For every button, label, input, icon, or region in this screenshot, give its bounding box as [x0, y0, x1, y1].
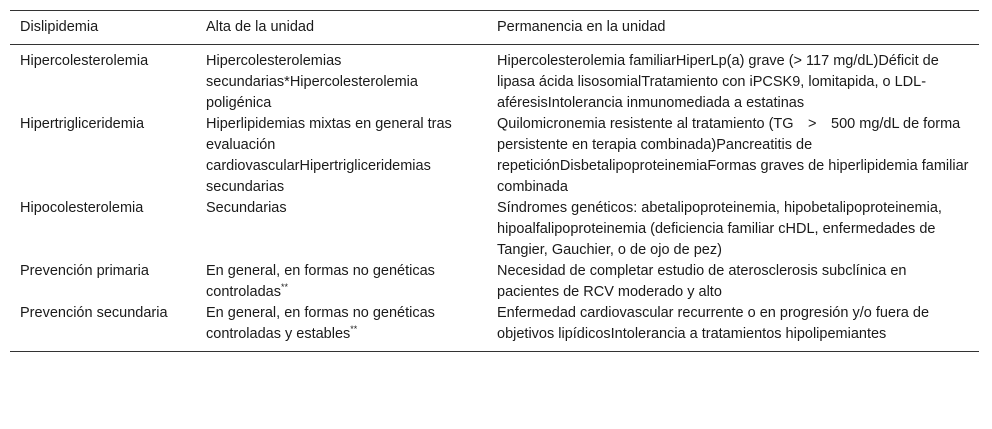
cell-dislipidemia: Prevención primaria: [20, 263, 149, 279]
cell-dislipidemia: Prevención secundaria: [10, 303, 196, 352]
table-row: [10, 303, 979, 352]
cell-alta: [196, 45, 487, 115]
footnote-marker: **: [280, 282, 288, 293]
header-permanencia: Permanencia en la unidad: [487, 11, 979, 45]
cell-alta: [196, 303, 487, 352]
table-row: [10, 198, 979, 261]
cell-dislipidemia: Hipertrigliceridemia: [20, 116, 145, 132]
dyslipidemia-table: [10, 10, 979, 352]
table-row: [10, 261, 979, 303]
table-row: [10, 45, 979, 115]
cell-alta: [196, 198, 487, 261]
cell-permanencia: Hipercolesterolemia familiarHiperLp(a) grave (> 117 mg/dL)Déficit de lipasa ácida lisosomialTratamiento con iPCSK9, lomitapida, o LDL-aféresisIntolerancia inmunomediada a estatinas: [497, 53, 939, 111]
header-alta: Alta de la unidad: [196, 11, 487, 45]
header-dislipidemia: Dislipidemia: [10, 11, 196, 45]
cell-permanencia: Síndromes genéticos: abetalipoproteinemia, hipobetalipoproteinemia, hipoalfalipoproteinemia (deficiencia familiar cHDL, enfermedades de Tangier, Gauchier, o de ojo de pez): [497, 200, 942, 258]
cell-alta: [196, 261, 487, 303]
cell-alta-text: Hiperlipidemias mixtas en general tras evaluación cardiovascularHipertrigliceridemias secundarias: [206, 116, 452, 195]
cell-alta: [196, 114, 487, 198]
table-header-row: [10, 11, 979, 45]
cell-permanencia: Necesidad de completar estudio de aterosclerosis subclínica en pacientes de RCV moderado y alto: [497, 263, 907, 300]
footnote-marker: **: [350, 324, 358, 335]
cell-alta-text: Secundarias: [206, 200, 287, 216]
cell-alta-text: En general, en formas no genéticas controladas y estables: [206, 305, 435, 342]
cell-alta-text: En general, en formas no genéticas controladas: [206, 263, 435, 300]
cell-permanencia: Enfermedad cardiovascular recurrente o en progresión y/o fuera de objetivos lipídicosIntolerancia a tratamientos hipolipemiantes: [487, 303, 979, 352]
cell-alta-text: Hipercolesterolemias secundarias*Hipercolesterolemia poligénica: [206, 53, 418, 111]
cell-permanencia: Quilomicronemia resistente al tratamiento (TG > 500 mg/dL de forma persistente en terapia combinada)Pancreatitis de repeticiónDisbetalipoproteinemiaFormas graves de hiperlipidemia familiar combinada: [497, 116, 969, 195]
table-row: [10, 114, 979, 198]
cell-dislipidemia: Hipocolesterolemia: [20, 200, 144, 216]
cell-dislipidemia: Hipercolesterolemia: [20, 53, 149, 69]
dyslipidemia-table-container: [10, 10, 979, 352]
